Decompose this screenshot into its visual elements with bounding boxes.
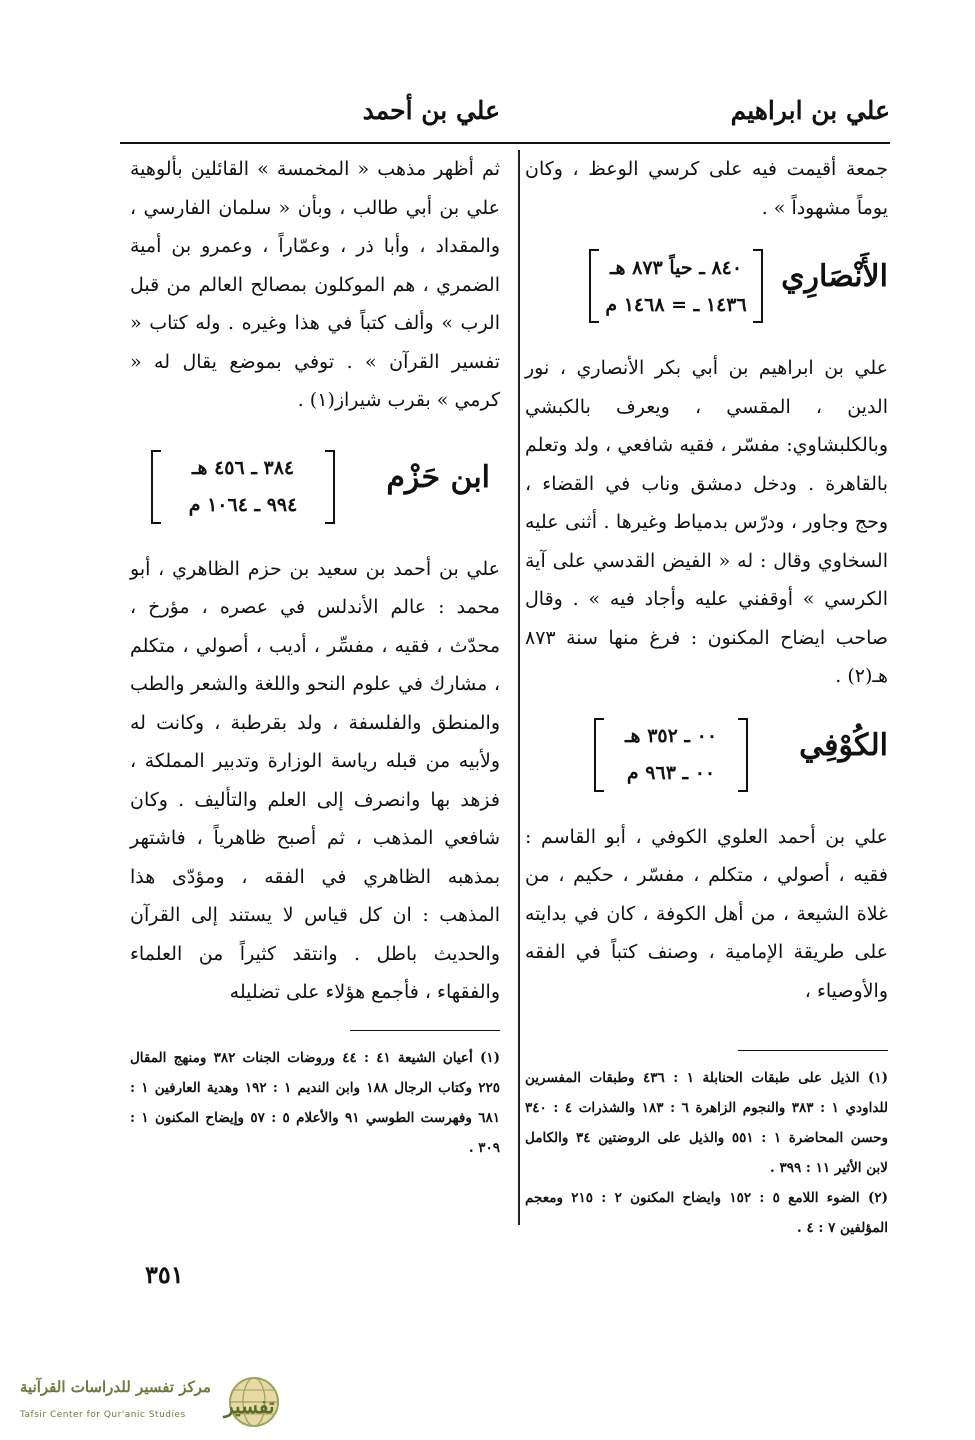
footnote: (١) أعيان الشيعة ٤١ : ٤٤ وروضات الجنات ٣٨٢ ومنهج المقال ٢٢٥ وكتاب الرجال ١٨٨ وابن النديم ١ : ١٩٢ وهدية العارفين ١ : ٦٨١ وفهرست الطوسي ٩١ والأعلام ٥ : ٥٧ وإيضاح المكنون ١ : ٣٠٩ . xyxy=(130,1049,501,1156)
page-number: ٣٥١ xyxy=(145,1260,184,1289)
entry-name-ibn-hazm: ابن حَزْم xyxy=(386,459,490,495)
header-rule xyxy=(120,142,890,144)
entry-name-ansari: الأَنْصَارِي xyxy=(781,259,888,294)
column-divider xyxy=(518,150,520,1225)
gregorian-date: ١٤٣٦ ـ = ١٤٦٨ م xyxy=(605,293,747,316)
hijri-date: ٣٨٤ ـ ٤٥٦ هـ xyxy=(191,457,295,479)
tafsir-center-logo xyxy=(8,1372,293,1434)
right-intro-text: جمعة أقيمت فيه على كرسي الوعظ ، وكان يوماً مشهوداً » . xyxy=(525,158,888,219)
header-left-title: علي بن أحمد xyxy=(362,96,500,125)
logo-english-text: Tafsir Center for Qur'anic Studies xyxy=(20,1410,186,1420)
footnote: (٢) الضوء اللامع ٥ : ١٥٢ وايضاح المكنون ٢ : ٢١٥ ومعجم المؤلفين ٧ : ٤ . xyxy=(525,1190,888,1236)
entry-name-kufi: الكُوْفِي xyxy=(799,727,888,763)
entry-header-ansari xyxy=(525,249,888,339)
footnote-rule xyxy=(350,1030,500,1031)
hijri-date: ٨٤٠ ـ حياً ٨٧٣ هـ xyxy=(609,256,743,279)
hijri-date: ٠٠ ـ ٣٥٢ هـ xyxy=(624,725,718,747)
gregorian-date: ٠٠ ـ ٩٦٣ م xyxy=(626,762,716,784)
dates-box-ansari xyxy=(589,249,763,323)
dates-box-kufi xyxy=(594,718,748,792)
logo-word: تفسير xyxy=(224,1394,275,1418)
entry-header-kufi xyxy=(525,718,888,808)
entry-text-kufi: علي بن أحمد العلوي الكوفي ، أبو القاسم : فقيه ، أصولي ، متكلم ، مفسّر ، حكيم ، من غلاة الشيعة ، من أهل الكوفة ، كان في بدايته على طريقة الإمامية ، وصنف كتباً في الفقه والأوصياء ، xyxy=(525,825,888,1002)
entry-text-ansari: علي بن ابراهيم بن أبي بكر الأنصاري ، نور الدين ، المقسي ، ويعرف بالكبشي وبالكلبشاوي: مفسّر ، فقيه شافعي ، ولد وتعلم بالقاهرة . ودخل دمشق وناب في القضاء ، وحج وجاور ، ودرّس بدمياط وغيرها . أثنى عليه السخاوي وقال : له « الفيض القدسي على آية الكرسي » أوقفني عليه وأجاد فيه » . وقال صاحب ايضاح المكنون : فرغ منها سنة ٨٧٣ هـ(٢) . xyxy=(525,357,888,687)
page-header xyxy=(120,96,890,136)
gregorian-date: ٩٩٤ ـ ١٠٦٤ م xyxy=(188,494,298,516)
footnote: (١) الذيل على طبقات الحنابلة ١ : ٤٣٦ وطبقات المفسرين للداودي ١ : ٣٨٣ والنجوم الزاهرة ٦ : ١٨٣ والشذرات ٤ : ٣٤٠ وحسن المحاضرة ١ : ٥٥١ والذيل على الروضتين ٣٤ والكامل لابن الأثير ١١ : ٣٩٩ . xyxy=(525,1070,888,1176)
logo-arabic-text: مركز تفسير للدراسات القرآنية xyxy=(20,1378,211,1396)
right-column xyxy=(525,150,888,1243)
header-right-title: علي بن ابراهيم xyxy=(730,96,890,125)
dates-box-ibn-hazm xyxy=(151,450,335,524)
footnote-rule xyxy=(738,1050,888,1051)
left-column xyxy=(130,150,500,1163)
entry-header-ibn-hazm xyxy=(130,450,500,540)
entry-text-ibn-hazm: علي بن أحمد بن سعيد بن حزم الظاهري ، أبو محمد : عالم الأندلس في عصره ، مؤرخ ، محدّث ، فقيه ، مفسِّر ، أديب ، أصولي ، متكلم ، مشارك في علوم النحو واللغة والشعر والطب والمنطق والفلسفة ، ولد بقرطبة ، وكانت له ولأبيه من قبله رياسة الوزارة وتدبير المملكة ، فزهد بها وانصرف إلى العلم والتأليف . وكان شافعي المذهب ، ثم أصبح ظاهرياً ، فاشتهر بمذهبه الظاهري في الفقه ، ومؤدّى هذا المذهب : ان كل قياس لا يستند إلى القرآن والحديث باطل . وانتقد كثيراً من العلماء والفقهاء ، فأجمع هؤلاء على تضليله xyxy=(130,557,500,1003)
left-intro-text: ثم أظهر مذهب « المخمسة » القائلين بألوهية علي بن أبي طالب ، وبأن « سلمان الفارسي ، والمقداد ، وأبا ذر ، وعمّاراً ، وعمرو بن أمية الضمري ، هم الموكلون بمصالح العالم من قبل الرب » وألف كتباً في هذا وغيره . وله كتاب « تفسير القرآن » . توفي بموضع يقال له « كرمي » بقرب شيراز(١) . xyxy=(130,158,500,411)
